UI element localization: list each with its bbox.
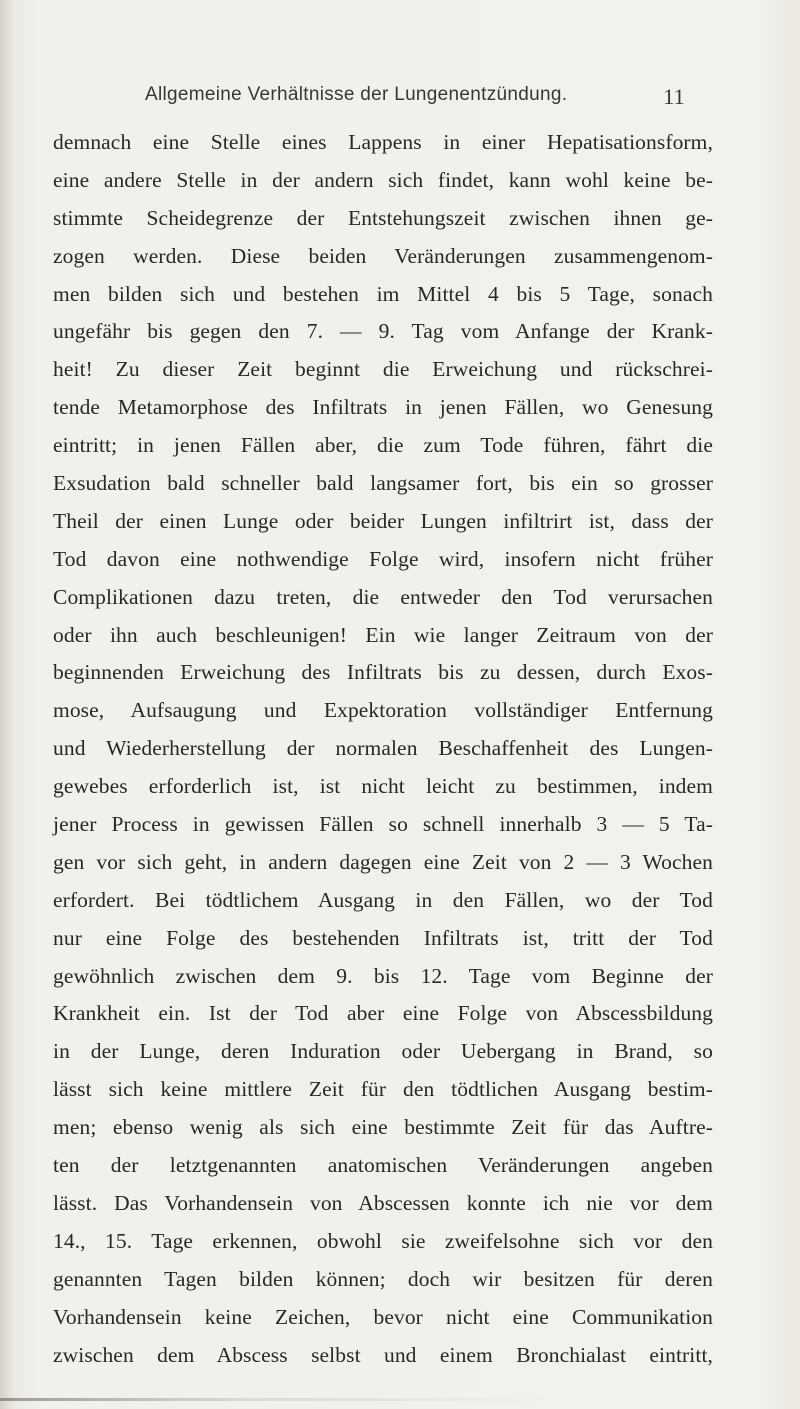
text-line: ungefähr bis gegen den 7. — 9. Tag vom Anfange der Krank- [53, 319, 713, 344]
text-line: stimmte Scheidegrenze der Entstehungszeit zwischen ihnen ge- [53, 205, 713, 230]
text-line: beginnenden Erweichung des Infiltrats bis zu dessen, durch Exos- [53, 660, 713, 685]
page-header [145, 84, 685, 114]
text-line: 14., 15. Tage erkennen, obwohl sie zweifelsohne sich vor den [53, 1228, 713, 1253]
text-line: zogen werden. Diese beiden Veränderungen zusammengenom- [53, 243, 713, 268]
running-title: Allgemeine Verhältnisse der Lungenentzündung. [145, 84, 568, 105]
text-line: gen vor sich geht, in andern dagegen eine Zeit von 2 — 3 Wochen [53, 849, 713, 874]
text-line: oder ihn auch beschleunigen! Ein wie langer Zeitraum von der [53, 622, 713, 647]
text-line: mose, Aufsaugung und Expektoration vollständiger Entfernung [53, 698, 713, 723]
text-line: lässt. Das Vorhandensein von Abscessen konnte ich nie vor dem [53, 1190, 713, 1215]
page-gutter-shadow [0, 0, 14, 1409]
page-bottom-edge [0, 1398, 800, 1401]
text-line: gewöhnlich zwischen dem 9. bis 12. Tage vom Beginne der [53, 963, 713, 988]
text-line: Vorhandensein keine Zeichen, bevor nicht eine Communikation [53, 1304, 713, 1329]
text-line: jener Process in gewissen Fällen so schnell innerhalb 3 — 5 Ta- [53, 812, 713, 837]
text-line: eintritt; in jenen Fällen aber, die zum Tode führen, fährt die [53, 433, 713, 458]
text-line: Theil der einen Lunge oder beider Lungen infiltrirt ist, dass der [53, 508, 713, 533]
text-line: heit! Zu dieser Zeit beginnt die Erweichung und rückschrei- [53, 357, 713, 382]
text-line: in der Lunge, deren Induration oder Uebergang in Brand, so [53, 1039, 713, 1064]
text-line: genannten Tagen bilden können; doch wir besitzen für deren [53, 1266, 713, 1291]
text-line: men; ebenso wenig als sich eine bestimmte Zeit für das Auftre- [53, 1115, 713, 1140]
text-line: ten der letztgenannten anatomischen Veränderungen angeben [53, 1153, 713, 1178]
text-line: Tod davon eine nothwendige Folge wird, insofern nicht früher [53, 546, 713, 571]
text-line: Krankheit ein. Ist der Tod aber eine Folge von Abscessbildung [53, 1001, 713, 1026]
text-line: nur eine Folge des bestehenden Infiltrats ist, tritt der Tod [53, 925, 713, 950]
text-line: men bilden sich und bestehen im Mittel 4 bis 5 Tage, sonach [53, 281, 713, 306]
text-line: eine andere Stelle in der andern sich findet, kann wohl keine be- [53, 167, 713, 192]
text-line: lässt sich keine mittlere Zeit für den tödtlichen Ausgang bestim- [53, 1077, 713, 1102]
text-line: erfordert. Bei tödtlichem Ausgang in den Fällen, wo der Tod [53, 887, 713, 912]
text-line: gewebes erforderlich ist, ist nicht leicht zu bestimmen, indem [53, 774, 713, 799]
text-line: Exsudation bald schneller bald langsamer fort, bis ein so grosser [53, 471, 713, 496]
page-number: 11 [663, 84, 685, 109]
text-line: tende Metamorphose des Infiltrats in jenen Fällen, wo Genesung [53, 395, 713, 420]
body-text [53, 124, 713, 1374]
text-line: zwischen dem Abscess selbst und einem Bronchialast eintritt, [53, 1342, 713, 1367]
text-line: Complikationen dazu treten, die entweder den Tod verursachen [53, 584, 713, 609]
text-line: und Wiederherstellung der normalen Beschaffenheit des Lungen- [53, 736, 713, 761]
text-line: demnach eine Stelle eines Lappens in einer Hepatisationsform, [53, 130, 713, 154]
